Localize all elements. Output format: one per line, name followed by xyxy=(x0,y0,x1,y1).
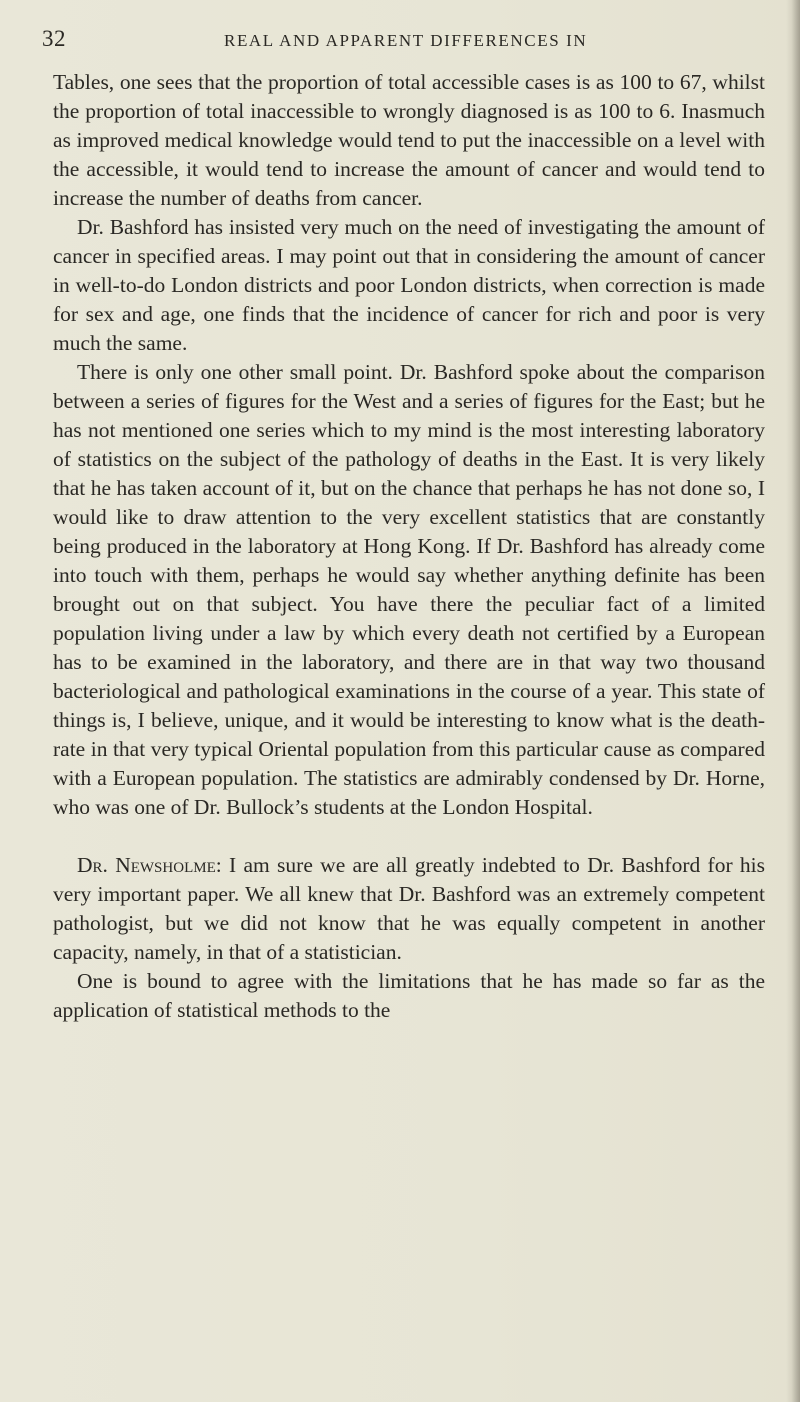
paragraph-continuation: Tables, one sees that the proportion of total accessible cases is as 100 to 67, whilst the proportion of total inaccessible to wrongly diagnosed is as 100 to 6. Inasmuch as improved medical knowledge would tend to put the inaccessible on a level with the accessible, it would tend to increase the amount of cancer and would tend to increase the number of deaths from cancer. xyxy=(53,70,765,210)
page-edge-shadow xyxy=(786,0,800,1402)
paragraph-bashford-areas: Dr. Bashford has insisted very much on the need of investigating the amount of cancer in specified areas. I may point out that in considering the amount of cancer in well-to-do London districts and poor London districts, when correction is made for sex and age, one finds that the incidence of cancer for rich and poor is very much the same. xyxy=(53,215,765,355)
page-number: 32 xyxy=(42,26,66,51)
body-text xyxy=(53,68,765,1025)
speaker-name: Dr. Newsholme xyxy=(77,853,216,877)
paragraph-newsholme xyxy=(53,851,765,967)
paragraph-limitations: One is bound to agree with the limitations that he has made so far as the application of statistical methods to the xyxy=(53,969,765,1022)
running-head: REAL AND APPARENT DIFFERENCES IN xyxy=(224,31,588,50)
paragraph-hong-kong: There is only one other small point. Dr. Bashford spoke about the comparison between a series of figures for the West and a series of figures for the East; but he has not mentioned one series which to my mind is the most interesting laboratory of statistics on the subject of the pathology of deaths in the East. It is very likely that he has taken account of it, but on the chance that perhaps he has not done so, I would like to draw attention to the very excellent statistics that are constantly being produced in the laboratory at Hong Kong. If Dr. Bashford has already come into touch with them, perhaps he would say whether anything definite has been brought out on that subject. You have there the peculiar fact of a limited population living under a law by which every death not certified by a European has to be examined in the laboratory, and there are in that way two thousand bacteriological and pathological examinations in the course of a year. This state of things is, I believe, unique, and it would be interesting to know what is the death-rate in that very typical Oriental population from this particular cause as compared with a European population. The statistics are admirably condensed by Dr. Horne, who was one of Dr. Bullock’s students at the London Hospital. xyxy=(53,360,765,819)
speaker-remarks: : I am sure we are all greatly indebted to Dr. Bashford for his very important paper. We all knew that Dr. Bashford was an extremely competent pathologist, but we did not know that he was equally competent in another capacity, namely, in that of a statistician. xyxy=(53,853,765,964)
